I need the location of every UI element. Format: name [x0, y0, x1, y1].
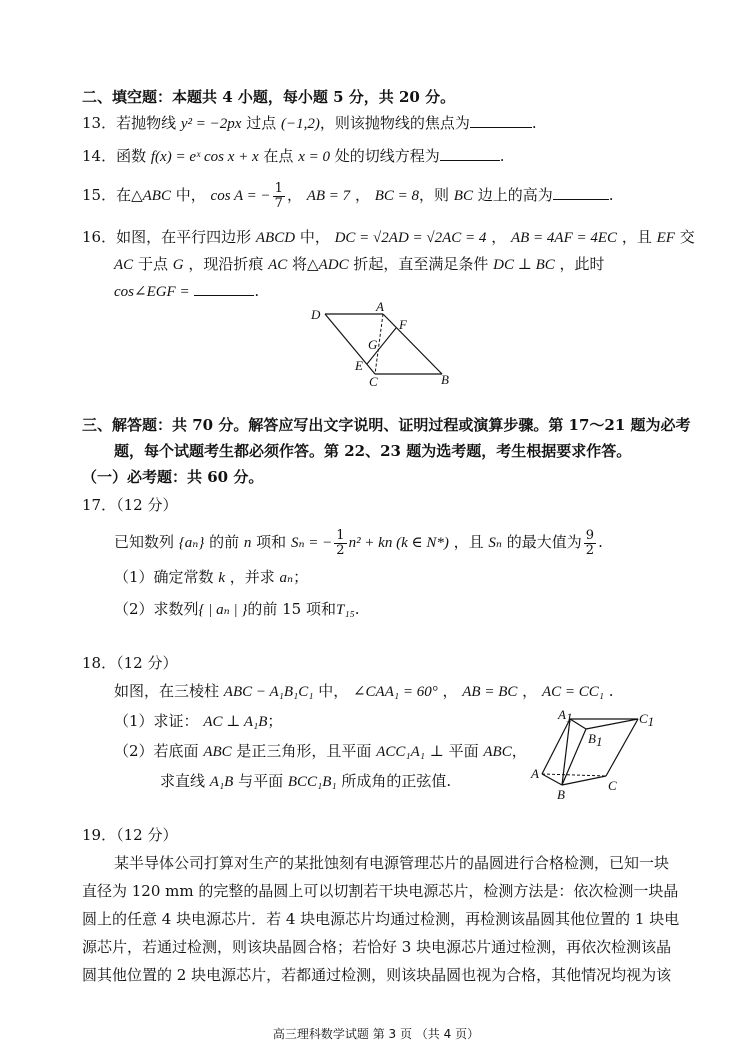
punctuation: .: [608, 186, 614, 204]
question-text: 已知数列: [114, 533, 179, 551]
question-text: （2）求数列: [114, 600, 199, 618]
math-expression: { | aₙ | }: [198, 602, 248, 618]
page-footer: 高三理科数学试题 第 3 页 （共 4 页）: [272, 1027, 480, 1041]
answer-blank: [470, 113, 532, 128]
label-e: E: [355, 358, 363, 373]
punctuation: .: [499, 147, 505, 165]
edge-ab: [383, 314, 442, 374]
math-expression: DC ⊥ BC: [493, 257, 555, 273]
question-18-stem: [114, 680, 614, 703]
math-expression: ACC₁A₁: [376, 744, 425, 760]
question-19-line-5: 圆其他位置的 2 块电源芯片，若都通过检测，则该块晶圆也视为合格，其他情况均视为该: [82, 966, 672, 984]
punctuation: .: [254, 282, 260, 300]
question-19-line-4: 源芯片，若通过检测，则该块晶圆合格；若恰好 3 块电源芯片通过检测，再依次检测该晶: [82, 938, 672, 956]
label-d: D: [311, 307, 321, 322]
edge-aa1: [542, 719, 570, 774]
math-expression: aₙ: [279, 570, 294, 586]
punctuation: ；: [267, 712, 283, 730]
question-15: [82, 178, 614, 212]
question-text: ，且: [617, 228, 657, 246]
fraction-numerator: 1: [274, 180, 283, 196]
question-text: 中，: [313, 682, 353, 700]
math-expression: ABC: [142, 188, 171, 204]
punctuation: ；: [293, 568, 309, 586]
math-expression: ABC: [203, 744, 232, 760]
math-expression: ABC: [483, 744, 512, 760]
math-expression: DC = √2AD = √2AC = 4: [334, 230, 487, 246]
math-expression: EF: [656, 230, 675, 246]
question-text: 若抛物线: [116, 114, 181, 132]
fraction-numerator: 1: [336, 527, 345, 543]
math-expression: n² + kn: [348, 535, 393, 551]
edge-ac-hidden: [542, 774, 606, 776]
math-expression: x = 0: [298, 149, 330, 165]
math-expression: Sₙ = −: [290, 535, 333, 551]
question-17-part-1: [114, 566, 308, 589]
label-f: F: [399, 317, 407, 332]
question-text: 交: [674, 228, 695, 246]
question-text: 将△: [287, 255, 319, 273]
math-expression: BCC₁B₁: [287, 774, 337, 790]
fraction: [334, 529, 346, 558]
question-16-line-3: [114, 280, 259, 303]
fraction-denominator: 7: [274, 195, 283, 211]
answer-blank: [553, 185, 609, 200]
math-expression: ABCD: [255, 230, 296, 246]
question-17-part-2: [114, 598, 360, 621]
math-expression: A₁B: [209, 774, 234, 790]
question-number: 18．: [82, 654, 117, 672]
question-text: ，则该抛物线的焦点为: [319, 114, 470, 132]
answer-blank: [440, 146, 500, 161]
label-a: A: [531, 766, 539, 781]
label-g: G: [368, 337, 378, 352]
question-text: 中，: [170, 186, 211, 204]
answer-blank: [194, 281, 254, 296]
question-17-header: [82, 494, 177, 516]
math-expression: AB = 4AF = 4EC: [510, 230, 618, 246]
math-expression: AB = BC: [462, 684, 518, 700]
question-text: ，则: [419, 186, 454, 204]
punctuation: .: [598, 533, 603, 551]
edge-ab: [542, 774, 562, 785]
question-text: ，: [350, 186, 375, 204]
math-expression: n: [243, 535, 252, 551]
question-number: 19．: [82, 826, 117, 844]
prism-figure: [528, 706, 668, 806]
question-text: （1）确定常数: [114, 568, 219, 586]
question-16-line-2: [114, 253, 605, 276]
question-18-part-2-cont: [160, 770, 451, 793]
question-18-part-2: [114, 740, 527, 763]
math-expression: AC: [268, 257, 288, 273]
question-18-part-1: [114, 710, 282, 733]
question-number: 15．: [82, 186, 117, 204]
math-expression: (k ∈ N*): [392, 535, 449, 551]
question-text: ，并求: [224, 568, 280, 586]
question-number: 16．: [82, 228, 117, 246]
question-18-header: [82, 652, 177, 674]
label-c: C: [608, 778, 617, 793]
math-expression: ∠CAA₁ = 60°: [352, 684, 438, 700]
question-text: 与平面: [233, 772, 288, 790]
question-17-stem: [114, 524, 603, 560]
question-19-line-3: 圆上的任意 4 块电源芯片．若 4 块电源芯片均通过检测，再检测该晶圆其他位置的 1 块电: [82, 910, 680, 928]
question-text: 处的切线方程为: [329, 147, 440, 165]
question-text: ，: [286, 186, 307, 204]
section3-heading-line-2: 题，每个试题考生都必须作答。第 22、23 题为选考题，考生根据要求作答。: [114, 442, 632, 460]
label-c1: C1: [639, 711, 655, 729]
question-text: 如图，在平行四边形: [116, 228, 256, 246]
punctuation: .: [354, 600, 360, 618]
math-expression: ABC − A₁B₁C₁: [223, 684, 314, 700]
label-a1: A1: [558, 707, 573, 725]
punctuation: ，: [511, 742, 527, 760]
question-text: ，: [517, 682, 542, 700]
question-text: ，: [486, 228, 511, 246]
question-19-header: [82, 824, 177, 846]
math-expression: T₁₅: [336, 602, 355, 618]
question-text: 所成角的正弦值.: [336, 772, 452, 790]
question-16-line-1: [82, 226, 695, 249]
question-text: ，且: [448, 533, 489, 551]
question-text: 在点: [258, 147, 299, 165]
question-text: （1）求证：: [114, 712, 204, 730]
math-expression: cos A = −: [210, 188, 271, 204]
math-expression: BC: [453, 188, 473, 204]
question-text: ⊥ 平面: [424, 742, 484, 760]
question-score: （12 分）: [116, 654, 178, 672]
edge-bc: [562, 776, 606, 785]
label-b1: B1: [588, 731, 603, 749]
question-text: 项和: [251, 533, 291, 551]
fraction: [273, 182, 285, 211]
math-expression: Sₙ: [488, 535, 502, 551]
math-expression: (−1,2): [280, 116, 320, 132]
fraction-denominator: 2: [585, 542, 595, 558]
question-text: ，此时: [554, 255, 605, 273]
question-14: [82, 145, 505, 168]
section3-subheading: （一）必考题：共 60 分。: [82, 468, 264, 486]
question-19-line-1: 某半导体公司打算对生产的某批蚀刻有电源管理芯片的晶圆进行合格检测，已知一块: [114, 854, 670, 872]
question-number: 17．: [82, 496, 117, 514]
question-text: 是正三角形，且平面: [231, 742, 377, 760]
question-text: 的前: [204, 533, 244, 551]
fraction-numerator: 9: [585, 527, 595, 543]
label-b: B: [441, 372, 449, 387]
punctuation: .: [603, 682, 614, 700]
math-expression: k: [218, 570, 225, 586]
label-b: B: [557, 787, 565, 802]
question-number: 14．: [82, 147, 117, 165]
question-13: [82, 112, 537, 135]
math-expression: G: [172, 257, 184, 273]
question-text: 函数: [116, 147, 151, 165]
question-text: 中，: [295, 228, 335, 246]
question-text: 过点: [241, 114, 281, 132]
question-19-line-2: 直径为 120 mm 的完整的晶圆上可以切割若干块电源芯片，检测方法是：依次检测一块晶: [82, 882, 679, 900]
question-text: 如图，在三棱柱: [114, 682, 224, 700]
fraction: [584, 529, 596, 558]
question-number: 13．: [82, 114, 117, 132]
fraction-denominator: 2: [336, 542, 345, 558]
question-text: 在△: [116, 186, 143, 204]
question-text: 的前 15 项和: [247, 600, 336, 618]
label-a: A: [376, 300, 384, 314]
question-text: 求直线: [160, 772, 210, 790]
question-score: （12 分）: [116, 496, 178, 514]
question-score: （12 分）: [116, 826, 178, 844]
question-text: 折起，直至满足条件: [348, 255, 494, 273]
parallelogram-figure: [305, 300, 465, 390]
question-text: 边上的高为: [472, 186, 553, 204]
math-expression: AC = CC₁: [541, 684, 604, 700]
section3-heading-line-1: 三、解答题：共 70 分。解答应写出文字说明、证明过程或演算步骤。第 17～21 题为必考: [82, 416, 691, 434]
question-text: ，现沿折痕: [183, 255, 269, 273]
math-expression: f(x) = eˣ cos x + x: [150, 149, 259, 165]
question-text: （2）若底面: [114, 742, 204, 760]
math-expression: ADC: [318, 257, 349, 273]
math-expression: cos∠EGF =: [114, 284, 190, 300]
math-expression: {aₙ}: [178, 535, 205, 551]
math-expression: y² = −2px: [180, 116, 242, 132]
punctuation: .: [531, 114, 537, 132]
question-text: 的最大值为: [502, 533, 582, 551]
math-expression: AC ⊥ A₁B: [203, 714, 268, 730]
math-expression: AC: [114, 257, 134, 273]
math-expression: BC = 8: [374, 188, 420, 204]
question-text: 于点: [133, 255, 173, 273]
edge-b1c1: [586, 719, 638, 729]
math-expression: AB = 7: [306, 188, 351, 204]
section2-heading: 二、填空题：本题共 4 小题，每小题 5 分，共 20 分。: [82, 88, 456, 106]
edge-cc1: [606, 719, 638, 776]
question-text: ，: [437, 682, 463, 700]
label-c: C: [369, 374, 378, 389]
